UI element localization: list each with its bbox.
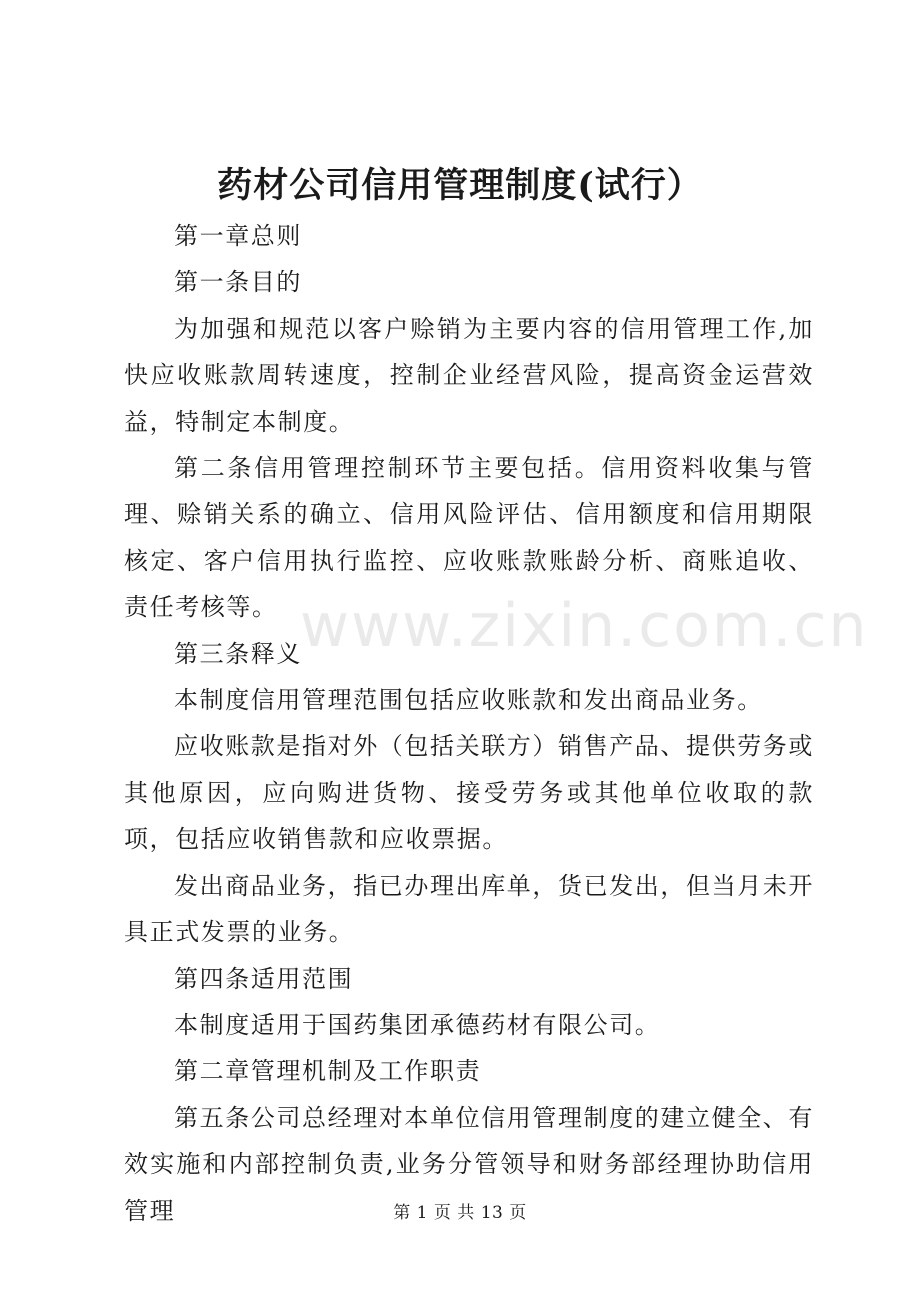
paragraph: 第五条公司总经理对本单位信用管理制度的建立健全、有效实施和内部控制负责,业务分管领导和财务部经理协助信用管理 bbox=[124, 1103, 814, 1225]
paragraph: 第二条信用管理控制环节主要包括。信用资料收集与管理、赊销关系的确立、信用风险评估、信用额度和信用期限核定、客户信用执行监控、应收账款账龄分析、商账追收、责任考核等。 bbox=[124, 454, 814, 622]
paragraph: 第四条适用范围 bbox=[174, 964, 354, 993]
paragraph: 本制度信用管理范围包括应收账款和发出商品业务。 bbox=[174, 686, 763, 715]
watermark: www.zixin.com.cn bbox=[300, 591, 869, 661]
paragraph: 第一条目的 bbox=[174, 268, 302, 297]
paragraph: 第二章管理机制及工作职责 bbox=[174, 1057, 482, 1086]
paragraph: 本制度适用于国药集团承德药材有限公司。 bbox=[174, 1010, 661, 1039]
document-title: 药材公司信用管理制度(试行） bbox=[217, 165, 703, 206]
document-body bbox=[124, 213, 869, 1234]
paragraph: 应收账款是指对外（包括关联方）销售产品、提供劳务或其他原因，应向购进货物、接受劳务或其他单位收取的款项，包括应收销售款和应收票据。 bbox=[124, 732, 814, 854]
page-footer: 第 1 页 共 13 页 bbox=[393, 1203, 527, 1223]
paragraph: 第一章总则 bbox=[174, 222, 302, 250]
paragraph: 为加强和规范以客户赊销为主要内容的信用管理工作,加快应收账款周转速度，控制企业经营风险，提高资金运营效益，特制定本制度。 bbox=[124, 314, 814, 436]
paragraph: 发出商品业务，指已办理出库单，货已发出，但当月未开具正式发票的业务。 bbox=[124, 871, 814, 947]
paragraph: 第三条释义 bbox=[174, 639, 302, 668]
